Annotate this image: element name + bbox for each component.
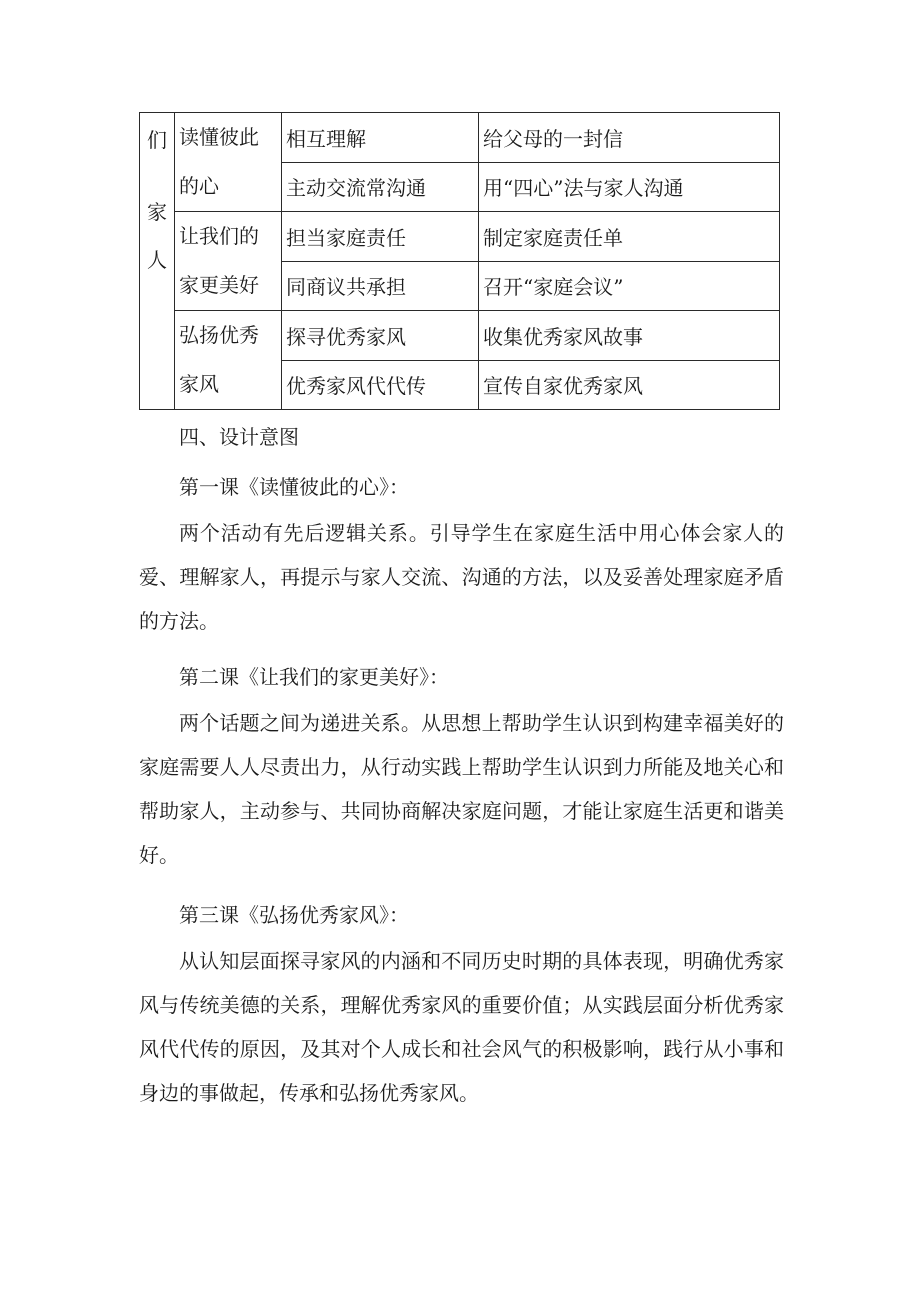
lesson-1-heading: 第一课《读懂彼此的心》：	[179, 475, 409, 499]
unit-title-cell	[140, 113, 175, 410]
activity-cell: 给父母的一封信	[479, 113, 780, 163]
unit-title-char: 家	[147, 200, 167, 224]
lesson-title-line: 让我们的	[179, 224, 259, 248]
table-row	[140, 311, 780, 361]
unit-title-char: 人	[147, 248, 167, 272]
lesson-title-line: 家更美好	[179, 273, 259, 297]
topic-cell: 探寻优秀家风	[282, 311, 479, 361]
table-row	[140, 212, 780, 262]
lesson-title-line: 的心	[179, 174, 219, 198]
lesson-title-cell	[175, 212, 282, 311]
curriculum-table	[139, 112, 780, 410]
activity-cell: 召开“家庭会议”	[479, 261, 780, 311]
activity-cell: 制定家庭责任单	[479, 212, 780, 262]
table-row	[140, 113, 780, 163]
lesson-3-body: 从认知层面探寻家风的内涵和不同历史时期的具体表现，明确优秀家风与传统美德的关系，理解优秀家风的重要价值；从实践层面分析优秀家风代代传的原因，及其对个人成长和社会风气的积极影响，践行从小事和身边的事做起，传承和弘扬优秀家风。	[139, 949, 784, 1105]
activity-cell: 宣传自家优秀家风	[479, 360, 780, 410]
activity-cell: 用“四心”法与家人沟通	[479, 162, 780, 212]
unit-title-char: 们	[147, 128, 167, 152]
lesson-2-heading: 第二课《让我们的家更美好》：	[179, 665, 449, 689]
activity-cell: 收集优秀家风故事	[479, 311, 780, 361]
topic-cell: 担当家庭责任	[282, 212, 479, 262]
topic-cell: 同商议共承担	[282, 261, 479, 311]
topic-cell: 主动交流常沟通	[282, 162, 479, 212]
topic-cell: 相互理解	[282, 113, 479, 163]
lesson-1-body: 两个活动有先后逻辑关系。引导学生在家庭生活中用心体会家人的爱、理解家人，再提示与家人交流、沟通的方法，以及妥善处理家庭矛盾的方法。	[139, 521, 784, 633]
lesson-title-line: 家风	[179, 372, 219, 396]
topic-cell: 优秀家风代代传	[282, 360, 479, 410]
lesson-title-line: 读懂彼此	[179, 125, 259, 149]
lesson-title-line: 弘扬优秀	[179, 323, 259, 347]
lesson-2-body: 两个话题之间为递进关系。从思想上帮助学生认识到构建幸福美好的家庭需要人人尽责出力，从行动实践上帮助学生认识到力所能及地关心和帮助家人，主动参与、共同协商解决家庭问题，才能让家庭生活更和谐美好。	[139, 711, 784, 867]
lesson-title-cell	[175, 113, 282, 212]
lesson-title-cell	[175, 311, 282, 410]
lesson-3-heading: 第三课《弘扬优秀家风》：	[179, 903, 409, 927]
section-heading: 四、设计意图	[179, 425, 299, 449]
